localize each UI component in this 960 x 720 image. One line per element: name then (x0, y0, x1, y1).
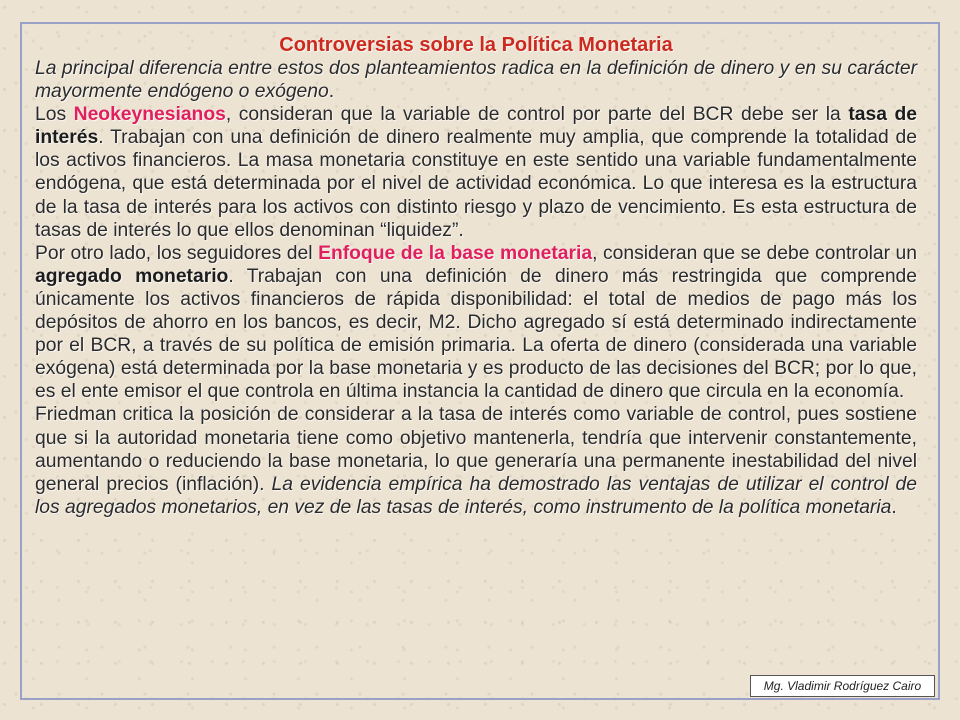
intro-period: . (328, 81, 335, 103)
neokeynesianos-keyword: Neokeynesianos (73, 104, 226, 126)
slide-title: Controversias sobre la Política Monetaria (279, 34, 673, 56)
friedman-period: . (891, 496, 897, 518)
intro-text: La principal diferencia entre estos dos planteamientos radica en la definición de dinero y en su carácter mayormente endógeno o exógeno (35, 58, 917, 103)
friedman-emphasis: La evidencia empírica ha demostrado las ventajas de utilizar el control de los agregados monetarios, en vez de las tasas de interés, como instrumento de la política monetaria (35, 473, 917, 518)
slide-content (35, 34, 917, 519)
monetary-base-paragraph (35, 242, 917, 404)
neokeynesian-paragraph (35, 103, 917, 242)
neokeynesian-text-2: , consideran que la variable de control por parte del BCR debe ser la (225, 104, 849, 126)
tasa-de-interes-keyword: tasa de interés (35, 104, 917, 149)
friedman-paragraph (35, 403, 917, 518)
intro-paragraph (35, 57, 917, 103)
enfoque-base-monetaria-keyword: Enfoque de la base monetaria (318, 242, 593, 264)
neokeynesian-text-1: Los (35, 104, 74, 126)
monetary-base-text-3: . Trabajan con una definición de dinero más restringida que comprende únicamente los activos financieros de rápida disponibilidad: el total de medios de pago más los depósitos de ahorro en los bancos, es decir, M2. Dicho agregado sí está determinado indirectamente por el BCR, a través de su política de emisión primaria. La oferta de dinero (considerada una variable exógena) está determinada por la base monetaria y es producto de las decisiones del BCR; por lo que, es el ente emisor el que controla en última instancia la cantidad de dinero que circula en la economía. (35, 265, 917, 403)
neokeynesian-text-3: . Trabajan con una definición de dinero realmente muy amplia, que comprende la totalidad de los activos financieros. La masa monetaria constituye en este sentido una variable fundamentalmente endógena, que está determinada por el nivel de actividad económica. Lo que interesa es la estructura de la tasa de interés para los activos con distinto riesgo y plazo de vencimiento. Es esta estructura de tasas de interés lo que ellos denominan “liquidez”. (35, 127, 917, 241)
monetary-base-text-2: , consideran que se debe controlar un (592, 242, 917, 264)
friedman-text: Friedman critica la posición de considerar a la tasa de interés como variable de control, pues sostiene que si la autoridad monetaria tiene como objetivo mantenerla, tendría que intervenir constantemente, aumentando o reduciendo la base monetaria, lo que generaría una permanente inestabilidad del nivel general precios (inflación). (35, 404, 917, 495)
author-label: Mg. Vladimir Rodríguez Cairo (750, 675, 935, 697)
agregado-monetario-keyword: agregado monetario (35, 265, 229, 287)
monetary-base-text-1: Por otro lado, los seguidores del (35, 242, 319, 264)
